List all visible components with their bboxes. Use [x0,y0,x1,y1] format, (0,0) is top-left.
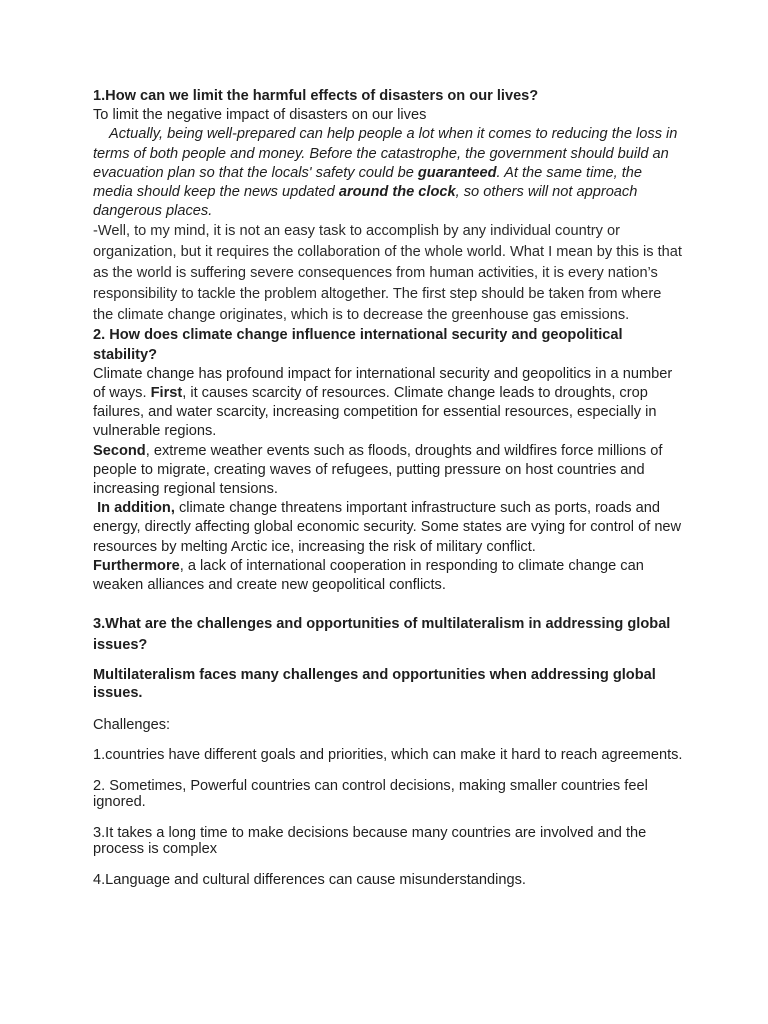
q2-second-label: Second [93,442,146,459]
q2-addition-text: climate change threatens important infrastructure such as ports, roads and energy, directly affecting global economic security. Some states are vying for control of new resources by melting Arctic ice, increasing the risk of military conflict. [93,500,682,555]
question-2-intro [93,365,683,442]
challenge-item-1: 1.countries have different goals and priorities, which can make it hard to reach agreements. [93,747,683,764]
question-2-second [93,442,683,500]
q2-furthermore-text: , a lack of international cooperation in responding to climate change can weaken alliances and create new geopolitical conflicts. [93,557,644,594]
question-3-heading: 3.What are the challenges and opportunities of multilateralism in addressing global issues? [93,616,671,653]
question-1-answer-2: -Well, to my mind, it is not an easy task to accomplish by any individual country or organization, but it requires the collaboration of the whole world. What I mean by this is that as the world is suffering severe consequences from human activities, it is every nation’s responsibility to tackle the problem altogether. The first step should be taken from where the climate change originates, which is to decrease the greenhouse gas emissions. [93,223,682,324]
question-3-lead: Multilateralism faces many challenges and opportunities when addressing global issues. [93,667,656,701]
answer-text-c: , so others will not approach dangerous places. [93,184,638,220]
question-2-furthermore [93,557,683,595]
question-2-heading: 2. How does climate change influence international security and geopolitical stability? [93,327,623,363]
answer-bold-around-the-clock: around the clock [338,184,456,201]
answer-text-a: Actually, being well-prepared can help people a lot when it comes to reducing the loss in terms of both people and money. Before the catastrophe, the government should build an evacuation plan so that the locals' safety could be [93,126,678,181]
q2-first-label: First [150,385,183,402]
document-page [93,87,683,888]
q2-intro-text: Climate change has profound impact for international security and geopolitics in a number of ways. [93,365,673,402]
challenge-item-4: 4.Language and cultural differences can cause misunderstandings. [93,871,526,888]
challenge-item-3: 3.It takes a long time to make decisions because many countries are involved and the process is complex [93,824,647,858]
challenges-label: Challenges: [93,717,171,734]
question-1-subtitle: To limit the negative impact of disasters on our lives [93,107,427,124]
q2-addition-label: In addition, [97,500,175,517]
challenge-item-2: 2. Sometimes, Powerful countries can control decisions, making smaller countries feel ignored. [93,777,648,811]
q2-second-text: , extreme weather events such as floods, droughts and wildfires force millions of people to migrate, creating waves of refugees, putting pressure on host countries and increasing regional tensions. [93,442,663,498]
question-1-heading: 1.How can we limit the harmful effects of disasters on our lives? [93,88,539,104]
answer-bold-guaranteed: guaranteed [417,164,497,181]
q2-furthermore-label: Furthermore [93,557,180,574]
question-2-addition [93,499,683,557]
answer-text-b: . At the same time, the media should keep the news updated [93,164,643,201]
question-1-answer [93,125,683,221]
q2-first-text: , it causes scarcity of resources. Climate change leads to droughts, crop failures, and water scarcity, increasing competition for essential resources, especially in vulnerable regions. [93,385,657,440]
